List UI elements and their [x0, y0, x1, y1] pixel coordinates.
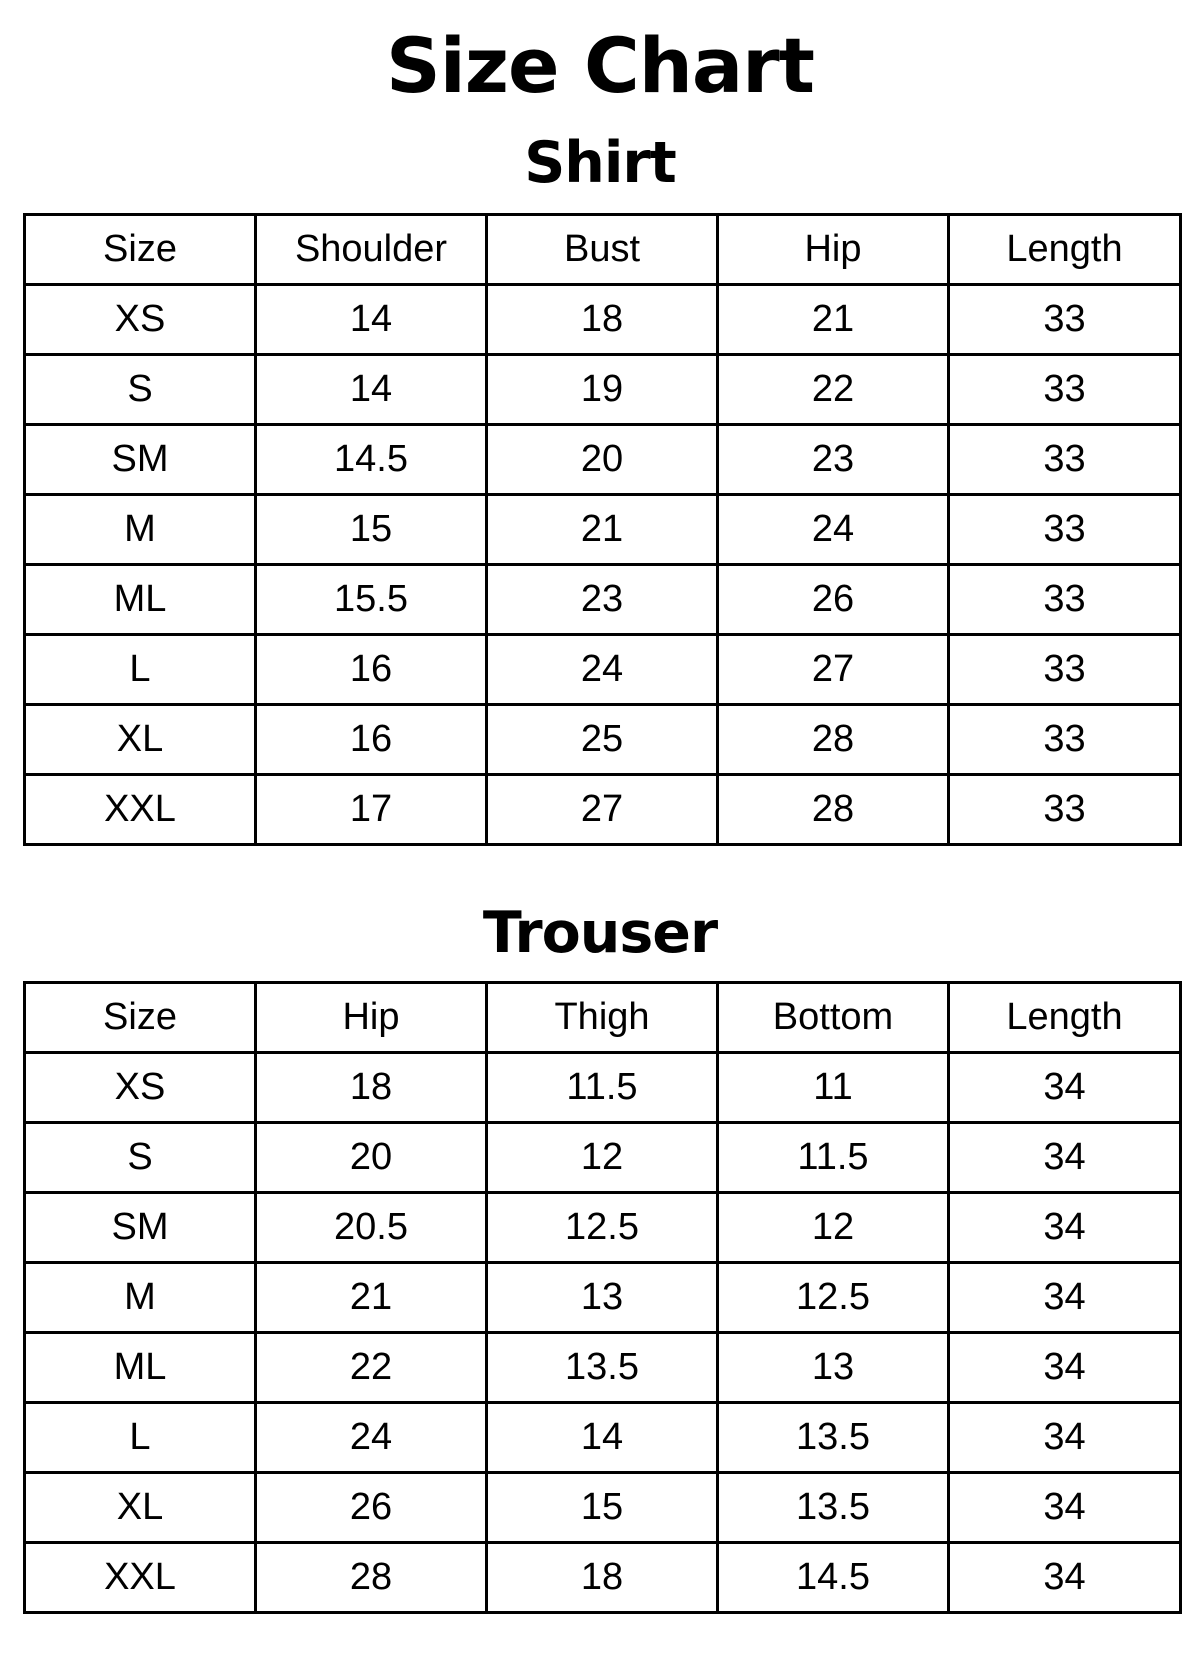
table-cell: 20 [256, 1123, 487, 1193]
table-cell: 20 [487, 425, 718, 495]
table-cell: 34 [949, 1123, 1181, 1193]
table-row [25, 1193, 1181, 1263]
table-cell: 15.5 [256, 565, 487, 635]
table-cell: 33 [949, 285, 1181, 355]
table-row [25, 705, 1181, 775]
table-cell: L [25, 1403, 256, 1473]
table-row [25, 355, 1181, 425]
column-header: Thigh [487, 983, 718, 1053]
table-row [25, 425, 1181, 495]
table-cell: 12.5 [487, 1193, 718, 1263]
table-row [25, 775, 1181, 845]
table-cell: 24 [256, 1403, 487, 1473]
table-cell: 34 [949, 1263, 1181, 1333]
table-cell: S [25, 1123, 256, 1193]
table-cell: XL [25, 705, 256, 775]
table-cell: 12 [718, 1193, 949, 1263]
table-cell: 34 [949, 1473, 1181, 1543]
table-cell: L [25, 635, 256, 705]
table-cell: XL [25, 1473, 256, 1543]
table-cell: 18 [256, 1053, 487, 1123]
table-cell: 13.5 [718, 1403, 949, 1473]
table-row [25, 285, 1181, 355]
table-row [25, 1053, 1181, 1123]
table-cell: 28 [718, 775, 949, 845]
table-cell: 33 [949, 425, 1181, 495]
table-cell: ML [25, 1333, 256, 1403]
table-cell: ML [25, 565, 256, 635]
table-cell: XXL [25, 775, 256, 845]
table-header-row [25, 215, 1181, 285]
table-cell: 26 [256, 1473, 487, 1543]
table-cell: 33 [949, 705, 1181, 775]
table-cell: 34 [949, 1193, 1181, 1263]
table-cell: 24 [718, 495, 949, 565]
table-cell: M [25, 1263, 256, 1333]
table-cell: 13 [718, 1333, 949, 1403]
trouser-size-table [23, 981, 1182, 1614]
table-cell: 13 [487, 1263, 718, 1333]
table-cell: 11 [718, 1053, 949, 1123]
table-cell: 12.5 [718, 1263, 949, 1333]
table-cell: XS [25, 285, 256, 355]
table-cell: 11.5 [718, 1123, 949, 1193]
table-cell: 27 [487, 775, 718, 845]
table-cell: 33 [949, 495, 1181, 565]
table-cell: 13.5 [718, 1473, 949, 1543]
table-cell: 18 [487, 1543, 718, 1613]
table-row [25, 1543, 1181, 1613]
table-cell: 14.5 [256, 425, 487, 495]
table-row [25, 1403, 1181, 1473]
table-cell: 34 [949, 1053, 1181, 1123]
table-cell: 23 [718, 425, 949, 495]
table-cell: 21 [718, 285, 949, 355]
table-cell: 16 [256, 705, 487, 775]
table-cell: 22 [256, 1333, 487, 1403]
page-title: Size Chart [385, 21, 814, 110]
table-cell: 27 [718, 635, 949, 705]
shirt-section-title: Shirt [524, 130, 676, 196]
table-row [25, 1333, 1181, 1403]
table-cell: 33 [949, 635, 1181, 705]
table-row [25, 635, 1181, 705]
table-cell: M [25, 495, 256, 565]
table-row [25, 565, 1181, 635]
table-cell: 20.5 [256, 1193, 487, 1263]
table-cell: 16 [256, 635, 487, 705]
table-cell: 13.5 [487, 1333, 718, 1403]
column-header: Size [25, 983, 256, 1053]
table-cell: 21 [487, 495, 718, 565]
table-cell: 34 [949, 1403, 1181, 1473]
column-header: Length [949, 983, 1181, 1053]
table-cell: S [25, 355, 256, 425]
column-header: Hip [718, 215, 949, 285]
table-row [25, 1123, 1181, 1193]
table-cell: 14 [487, 1403, 718, 1473]
table-cell: 12 [487, 1123, 718, 1193]
column-header: Bottom [718, 983, 949, 1053]
table-cell: 18 [487, 285, 718, 355]
table-cell: SM [25, 425, 256, 495]
column-header: Shoulder [256, 215, 487, 285]
trouser-section-title: Trouser [482, 900, 718, 966]
table-row [25, 1473, 1181, 1543]
table-cell: 14 [256, 285, 487, 355]
shirt-size-table [23, 213, 1182, 846]
table-cell: 23 [487, 565, 718, 635]
table-cell: 21 [256, 1263, 487, 1333]
table-cell: 26 [718, 565, 949, 635]
table-cell: 15 [256, 495, 487, 565]
table-cell: 24 [487, 635, 718, 705]
table-cell: 28 [256, 1543, 487, 1613]
table-cell: XS [25, 1053, 256, 1123]
column-header: Size [25, 215, 256, 285]
table-cell: SM [25, 1193, 256, 1263]
column-header: Hip [256, 983, 487, 1053]
table-cell: 25 [487, 705, 718, 775]
table-row [25, 1263, 1181, 1333]
table-cell: 28 [718, 705, 949, 775]
table-cell: 34 [949, 1333, 1181, 1403]
table-row [25, 495, 1181, 565]
table-cell: 17 [256, 775, 487, 845]
column-header: Bust [487, 215, 718, 285]
table-cell: 14.5 [718, 1543, 949, 1613]
table-cell: 33 [949, 775, 1181, 845]
table-cell: 19 [487, 355, 718, 425]
table-cell: 34 [949, 1543, 1181, 1613]
table-cell: 15 [487, 1473, 718, 1543]
table-cell: 33 [949, 355, 1181, 425]
table-cell: 11.5 [487, 1053, 718, 1123]
table-cell: 22 [718, 355, 949, 425]
table-header-row [25, 983, 1181, 1053]
column-header: Length [949, 215, 1181, 285]
table-cell: XXL [25, 1543, 256, 1613]
table-cell: 33 [949, 565, 1181, 635]
table-cell: 14 [256, 355, 487, 425]
